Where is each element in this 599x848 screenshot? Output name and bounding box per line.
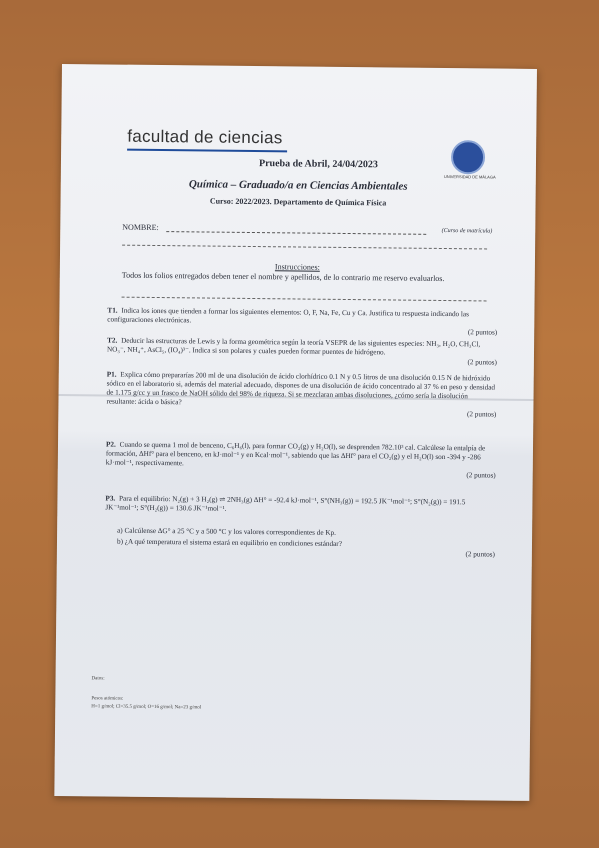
name-hint: (Curso de matrícula) <box>441 227 493 235</box>
name-field <box>122 223 492 236</box>
footer-data: H=1 g/mol; Cl=35.5 g/mol; O=16 g/mol; Na=23 g/mol <box>91 704 202 711</box>
question-text: Explica cómo prepararías 200 ml de una disolución de ácido clorhídrico 0.1 N y 0.5 litros de una disolución 0.15 N de hidróxido sódico en el laboratorio si, además del material adecuado, dispones de una disolución de ácido concentrado al 37 % en peso y densidad de 1.175 g/cc y un frasco de NaOH sólido del 98% de riqueza. Si se mezclaran ambas disoluciones, ¿cómo sería la disolución resultante: ácida o básica? <box>106 370 496 407</box>
logo-underline <box>127 149 287 153</box>
question-points: (2 puntos) <box>466 471 496 480</box>
question-label: T1. <box>107 306 118 315</box>
name-label: NOMBRE: <box>122 222 159 233</box>
question-points: (2 puntos) <box>467 328 498 337</box>
question-text: Indica los iones que tienden a formar los siguientes elementos: O, F, Na, Fe, Cu y Ca. Justifica tu respuesta indicando las configuraciones electrónicas. <box>107 306 469 325</box>
question-label: P3. <box>105 494 116 503</box>
footer-sub: Pesos atómicos: <box>91 696 124 702</box>
question-p2 <box>106 440 496 480</box>
question-label: T2. <box>107 336 118 345</box>
instructions-dash-line <box>122 297 487 302</box>
question-points: (2 puntos) <box>467 358 497 367</box>
question-label: P1. <box>106 370 117 379</box>
footer-label: Datos: <box>91 676 105 682</box>
seal-label: UNIVERSIDAD DE MÁLAGA <box>443 174 496 180</box>
exam-sheet <box>54 64 537 801</box>
exam-date: Prueba de Abril, 24/04/2023 <box>258 158 378 171</box>
question-points: (2 puntos) <box>465 550 495 559</box>
question-t1 <box>107 306 497 337</box>
question-text: Cuando se quema 1 mol de benceno, C₆H₆(l), para formar CO₂(g) y H₂O(l), se desprenden 782.10³ cal. Calcúlese la entalpía de formación, ΔHf° para el benceno, en kJ·mol⁻¹ y en Kcal·mol⁻¹, sabiendo que las ΔHf° para el CO₂(g) y el H₂O(l) son -394 y -286 kJ·mol⁻¹, respectivamente. <box>105 440 486 468</box>
question-p3b <box>117 538 495 560</box>
question-text: a) Calcúlense ΔG° a 25 °C y a 500 °C y los valores correspondientes de Kp. <box>117 526 336 537</box>
instructions-title: Instrucciones: <box>274 262 320 272</box>
exam-course: Curso: 2022/2023. Departamento de Química Física <box>209 196 387 208</box>
question-p3 <box>105 494 495 516</box>
question-text: Deducir las estructuras de Lewis y la forma geométrica según la teoría VSEPR de las siguientes especies: NH₃, H₂O, CH₃Cl, NO₃⁻, NH₄⁺, AsCl₅, (IO₄)³⁻. Indica si son polares y cuales pueden formar puentes de hidrógeno. <box>106 336 481 357</box>
question-text: Para el equilibrio: N₂(g) + 3 H₂(g) ⇌ 2NH₃(g) ΔH° = -92.4 kJ·mol⁻¹, S°(NH₃(g)) = 192.5 JK⁻¹mol⁻¹; S°(N₂(g)) = 191.5 JK⁻¹mol⁻¹; S°(H₂(g)) = 130.6 JK⁻¹mol⁻¹. <box>105 494 466 513</box>
exam-subject: Química – Graduado/a en Ciencias Ambientales <box>188 178 408 193</box>
question-label: P2. <box>105 440 116 449</box>
question-text: b) ¿A qué temperatura el sistema estará en equilibrio en condiciones estándar? <box>116 537 342 548</box>
name-line <box>166 231 426 235</box>
faculty-logo: facultad de ciencias <box>127 126 283 148</box>
instructions-text: Todos los folios entregados deben tener el nombre y apellidos, de lo contrario me reservo evaluarlos. <box>121 270 445 284</box>
question-t2 <box>107 336 497 367</box>
question-p1 <box>106 370 496 419</box>
name-dash-line <box>122 245 487 250</box>
question-points: (2 puntos) <box>466 410 497 419</box>
